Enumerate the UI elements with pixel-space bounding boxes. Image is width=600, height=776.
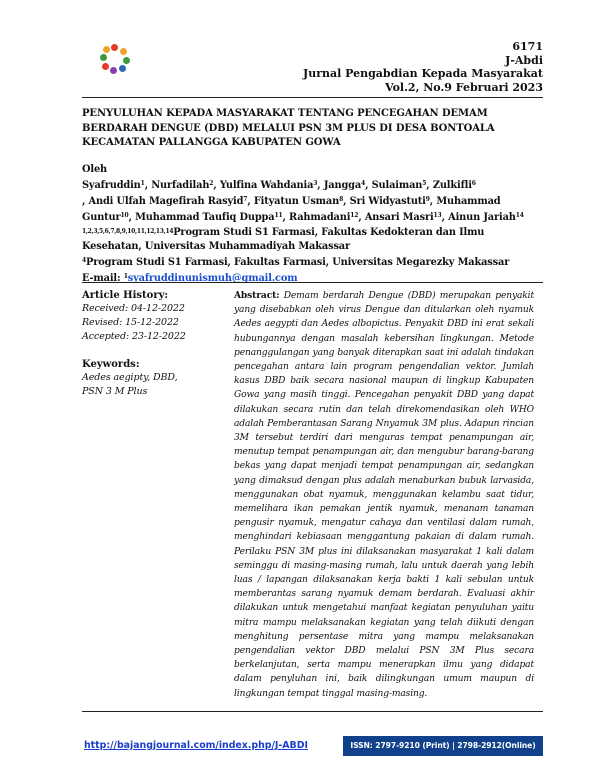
page-footer [82,736,543,758]
article-history-heading: Article History: [82,290,169,301]
journal-volume: Vol.2, No.9 Februari 2023 [385,80,543,94]
header-divider [82,97,543,98]
metadata-divider [82,282,543,283]
received-date: Received: 04-12-2022 [82,303,185,314]
journal-header [303,40,543,94]
author-line-3: Guntur$^{10}$, Muhammad Taufiq Duppa$^{11}$, Rahmadani$^{12}$, Ansari Masri$^{13}$, Ainun Jariah$^{14}$ [82,212,524,223]
page-number: 6171 [512,40,543,53]
author-line-2: , Andi Ulfah Magefirah Rasyid$^7$, Fityatun Usman$^8$, Sri Widyastuti$^9$, Muhammad [82,196,501,207]
affiliation-1: $^{1,2,3,5,6,7,8,9,10,11,12,13,14}$Program Studi S1 Farmasi, Fakultas Kedokteran dan Ilmu [82,227,485,238]
article-title: PENYULUHAN KEPADA MASYARAKAT TENTANG PENCEGAHAN DEMAM BERDARAH DENGUE (DBD) MELALUI PSN 3M PLUS DI DESA BONTOALA KECAMATAN PALLANGGA KABUPATEN GOWA [82,108,495,148]
affiliation-1-cont: Kesehatan, Universitas Muhammadiyah Makassar [82,241,351,252]
journal-url-link[interactable]: http://bajangjournal.com/index.php/J-ABDI [84,740,308,751]
abstract-label: Abstract: [234,290,280,301]
abstract [234,289,534,701]
email-line: E-mail: $^1$syafruddinunismuh@gmail.com [82,273,298,284]
oleh-label: Oleh [82,164,108,175]
author-block [82,163,552,286]
keywords-heading: Keywords: [82,359,140,370]
accepted-date: Accepted: 23-12-2022 [82,331,186,342]
abstract-divider [82,711,543,712]
abstract-text: Demam berdarah Dengue (DBD) merupakan penyakit yang disebabkan oleh virus Dengue dan ditularkan oleh nyamuk Aedes aegypti dan Aedes albopictus. Penyakit DBD ini erat sekali hubungannya dengan masalah kebersihan lingkungan. Metode penanggulangan yang banyak diterapkan saat ini adalah tindakan pencegahan antara lain program pengendalian vektor. Jumlah kasus DBD baik secara nasional maupun di lingkup Kabupaten Gowa yang masih tinggi. Pencegahan penyakit DBD yang dapat dilakukan secara rutin dan telah direkomendasikan oleh WHO adalah Pemberantasan Sarang Nnyamuk 3M plus. Adapun rincian 3M tersebut terdiri dari menguras tempat penampungan air, menutup tempat penampungan air, dan mengubur barang-barang bekas yang dapat menjadi tempat penampungan air, sedangkan yang dimaksud dengan plus adalah menaburkan bubuk larvasida, menggunakan obat nyamuk, menggunakan kelambu saat tidur, memelihara ikan pemakan jentik nyamuk, menanam tanaman pengusir nyamuk, mengatur cahaya dan ventilasi dalam rumah, menghindari kebiasaan menggantung pakaian di dalam rumah. Perilaku PSN 3M plus ini dilaksanakan masyarakat 1 kali dalam seminggu di masing-masing rumah, lalu untuk daerah yang lebih luas / lapangan dilaksanakan kerja bakti 1 kali sebulan untuk memberantas sarang nyamuk demam berdarah. Evaluasi akhir dilakukan untuk mengetahui manfaat kegiatan penyuluhan yaitu mitra mampu melaksanakan kegiatan yang telah diikuti dengan menghitung persentase mitra yang mampu melaksanakan pengendalian vektor DBD melalui PSN 3M Plus secara berkelanjutan, serta mampu menerapkan ilmu yang didapat dalam penyluhan ini, baik dilingkungan umum maupun di lingkungan tempat tinggal masing-masing. [234,291,534,699]
article-metadata [82,289,222,399]
journal-name: Jurnal Pengabdian Kepada Masyarakat [303,67,543,80]
keywords-line-2: PSN 3 M Plus [82,386,148,397]
journal-logo-icon [100,44,130,74]
journal-short-name: J-Abdi [505,53,543,67]
keywords-line-1: Aedes aegipty, DBD, [82,372,178,383]
affiliation-2: $^4$Program Studi S1 Farmasi, Fakultas Farmasi, Universitas Megarezky Makassar [82,257,510,268]
issn-banner: ISSN: 2797-9210 (Print) | 2798-2912(Online) [343,736,543,756]
author-line-1: Syafruddin$^1$, Nurfadilah$^2$, Yulfina Wahdania$^3$, Jangga$^4$, Sulaiman$^5$, Zulkifli$^6$ [82,180,476,191]
email-link[interactable]: syafruddinunismuh@gmail.com [127,273,298,284]
revised-date: Revised: 15-12-2022 [82,317,179,328]
